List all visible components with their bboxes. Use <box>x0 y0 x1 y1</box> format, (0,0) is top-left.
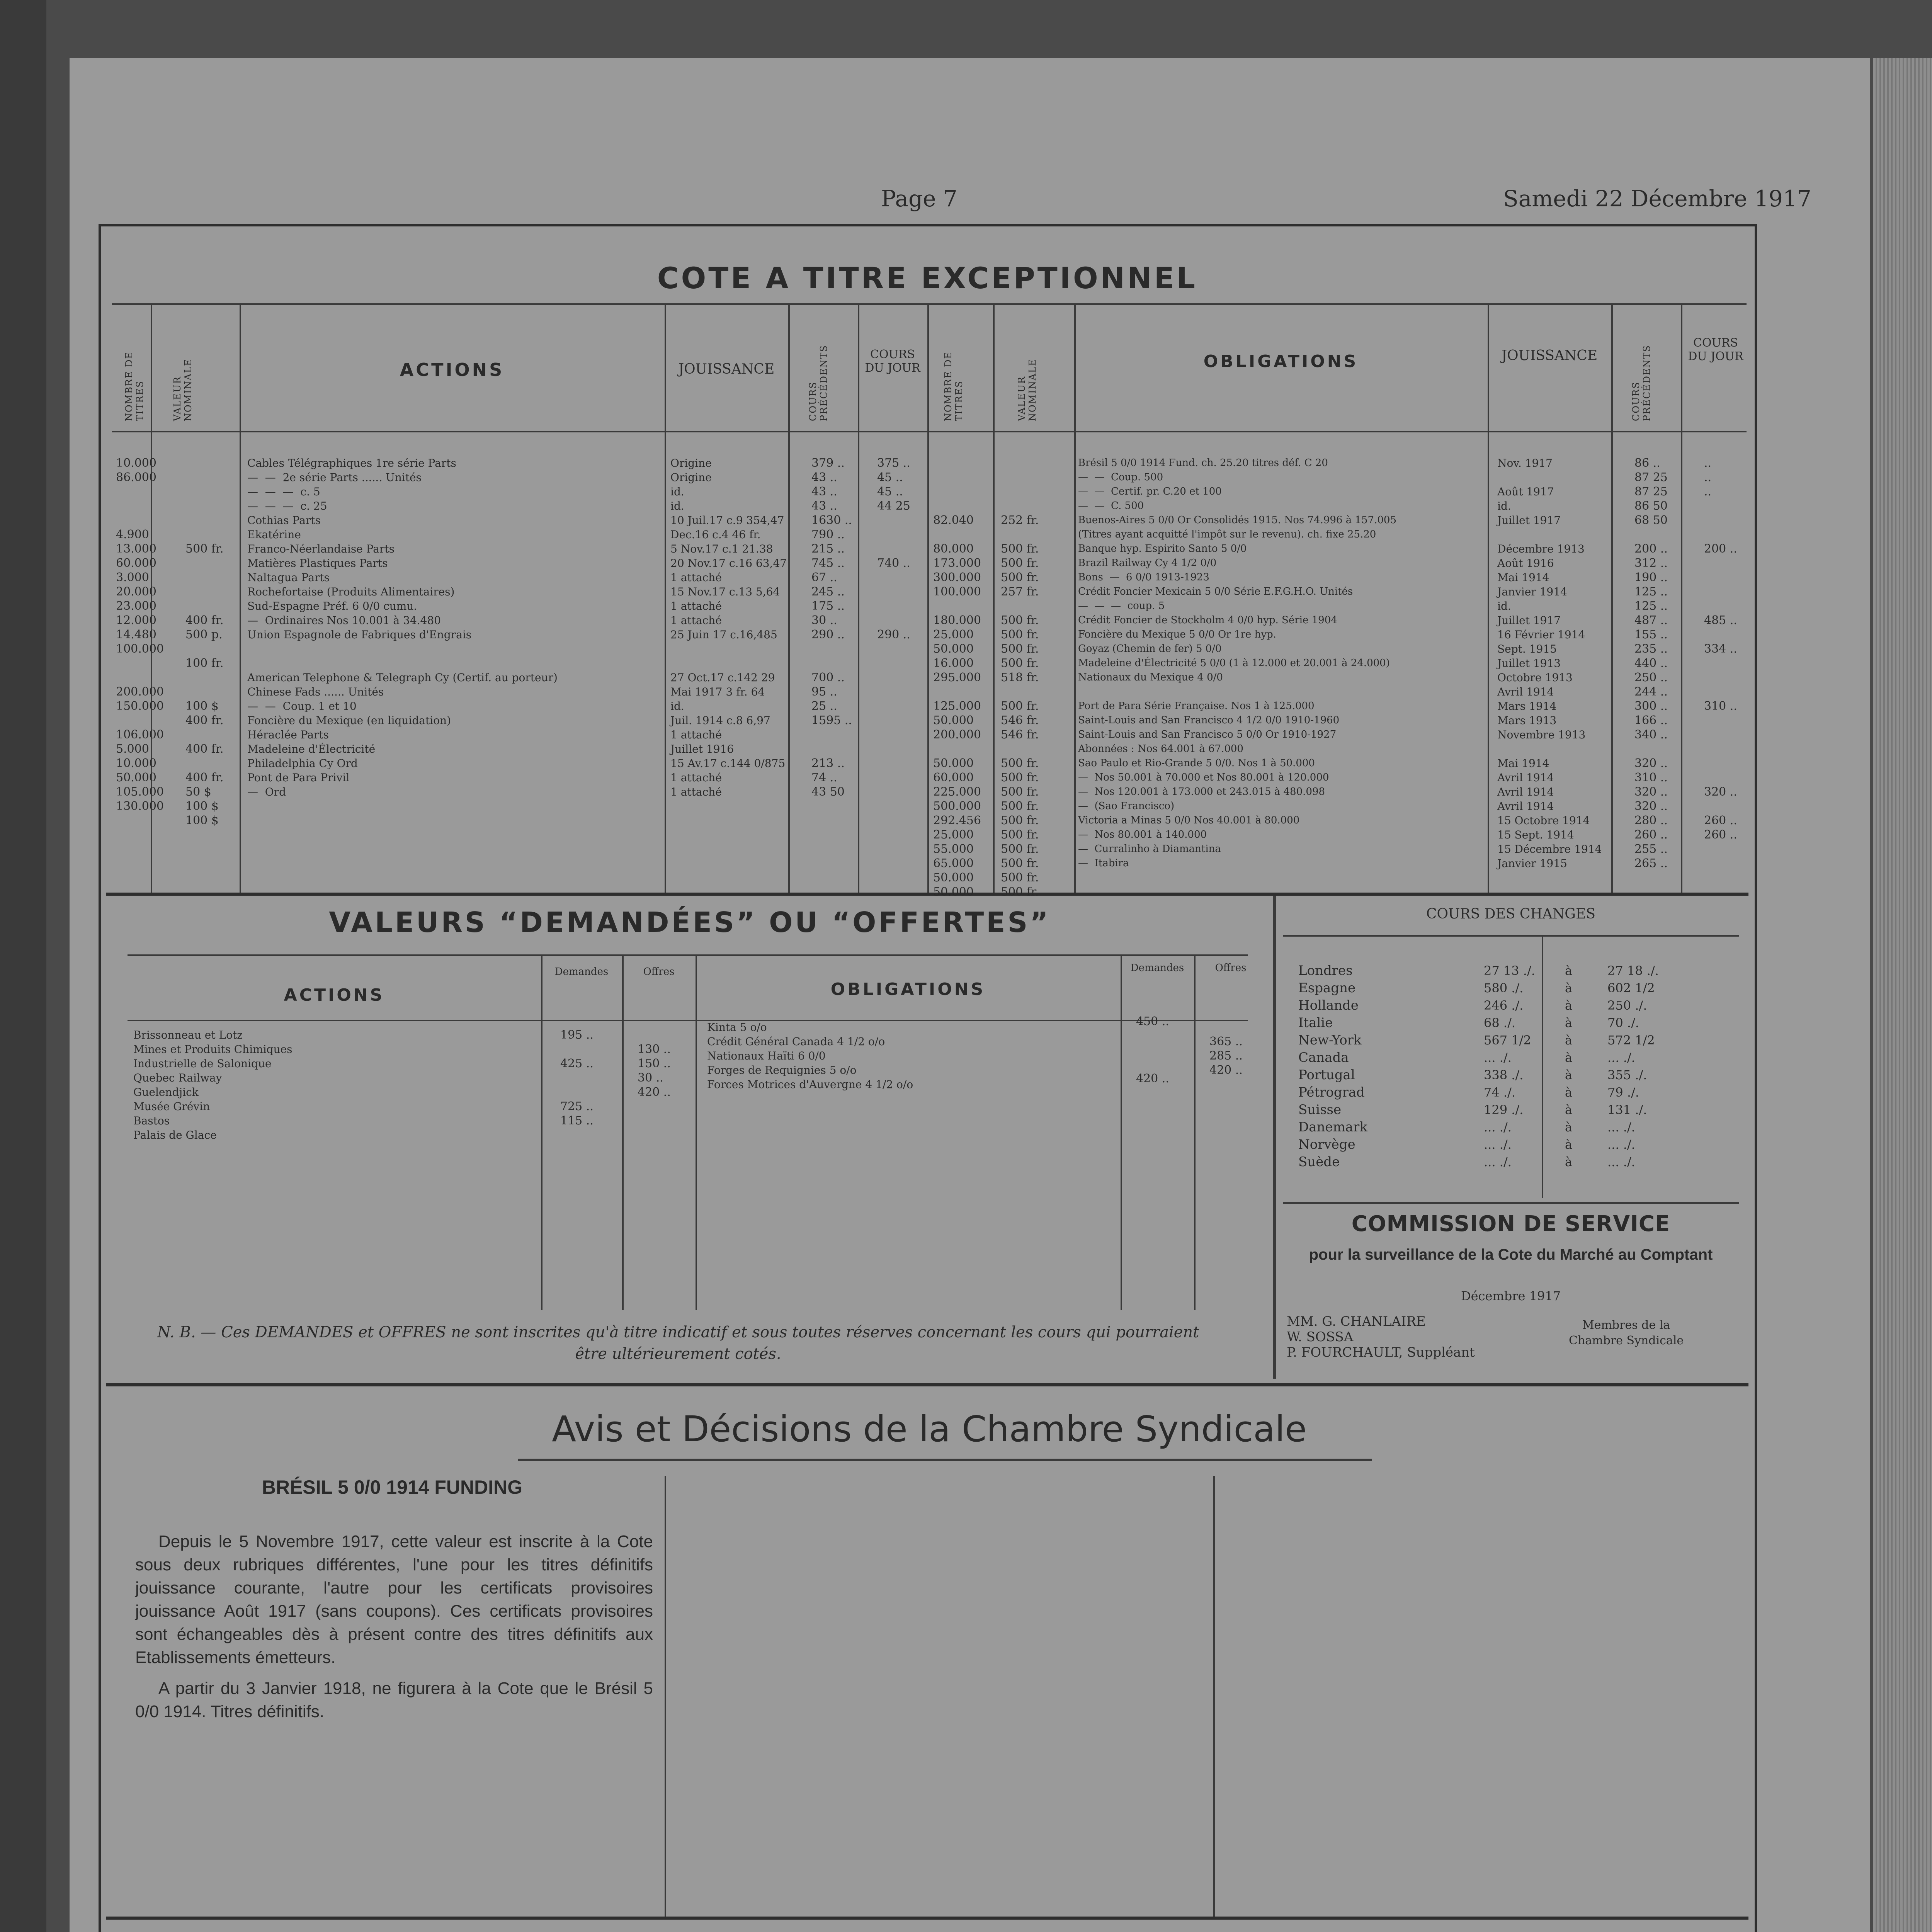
changes-rule <box>1283 935 1739 937</box>
commission-subtitle: pour la surveillance de la Cote du Marché au Comptant <box>1309 1246 1713 1263</box>
col-sep <box>1121 954 1122 1310</box>
valeurs-actions-names: Brissonneau et Lotz Mines et Produits Chimiques Industrielle de Salonique Quebec Railway Guelendjick Musée Grévin Bastos Palais de Glace <box>133 1029 293 1141</box>
article-paragraph-2: A partir du 3 Janvier 1918, ne figurera à la Cote que le Brésil 5 0/0 1914. Titres définitifs. <box>135 1679 653 1721</box>
header-nombre-titres: NOMBRE DE TITRES <box>124 351 145 421</box>
col-sep <box>1213 1476 1215 1917</box>
changes-from-rates: 27 13 ./. 580 ./. 246 ./. 68 ./. 567 1/2 ... ./. 338 ./. 74 ./. 129 ./. ... ./. ... ./. ... ./. <box>1484 963 1535 1169</box>
header-cours-jour-obl: COURS DU JOUR <box>1688 336 1743 363</box>
valeurs-title: VALEURS “DEMANDÉES” OU “OFFERTES” <box>329 906 1051 939</box>
valeurs-sub-rule <box>128 1020 1248 1021</box>
col-sep <box>622 954 624 1310</box>
article-title: BRÉSIL 5 0/0 1914 FUNDING <box>262 1476 523 1498</box>
valeurs-obl-demandes-header: Demandes <box>1130 962 1184 974</box>
header-cours-precedents: COURS PRÉCÉDENTS <box>808 345 829 421</box>
valeurs-offres-header: Offres <box>643 966 675 978</box>
obligations-names-column: Brésil 5 0/0 1914 Fund. ch. 25.20 titres déf. C 20 — — Coup. 500 — — Certif. pr. C.20 et 100 — — C. 500 Buenos-Aires 5 0/0 Or Consolidés 1915. Nos 74.996 à 157.005 (Titres ayant acquitté l'impôt sur le revenu). ch. fixe 25.20 Banque hyp. Espirito Santo 5 0/0 Brazil Railway Cy 4 1/2 0/0 Bons — 6 0/0 1913-1923 Crédit Foncier Mexicain 5 0/0 Série E.F.G.H.O. Unités — — — coup. 5 Crédit Foncier de Stockholm 4 0/0 hyp. Série 1904 Foncière du Mexique 5 0/0 Or 1re hyp. Goyaz (Chemin de fer) 5 0/0 Madeleine d'Électricité 5 0/0 (1 à 12.000 et 20.001 à 24.000) Nationaux du Mexique 4 0/0 Port de Para Série Française. Nos 1 à 125.000 Saint-Louis and San Francisco 4 1/2 0/0 1910-1960 Saint-Louis and San Francisco 5 0/0 Or 1910-1927 Abonnées : Nos 64.001 à 67.000 Sao Paulo et Rio-Grande 5 0/0. Nos 1 à 50.000 — Nos 50.001 à 70.000 et Nos 80.001 à 120.000 — Nos 120.001 à 173.000 et 243.015 à 480.098 — (Sao Francisco) Victoria a Minas 5 0/0 Nos 40.001 à 80.000 — Nos 80.001 à 140.000 — Curralinho à Diamantina — Itabira <box>1078 457 1396 869</box>
valeurs-actions-offres: 130 .. 150 .. 30 .. 420 .. <box>638 1043 671 1099</box>
actions-cours-prec-column: 379 .. 43 .. 43 .. 43 .. 1630 .. 790 .. 215 .. 745 .. 67 .. 245 .. 175 .. 30 .. 290 .. 700 .. 95 .. 25 .. 1595 .. 213 .. 74 .. 43 50 <box>811 456 852 799</box>
obligations-cours-prec-column: 86 .. 87 25 87 25 86 50 68 50 200 .. 312 .. 190 .. 125 .. 125 .. 487 .. 155 .. 235 .. 440 .. 250 .. 244 .. 300 .. 166 .. 340 .. 320 .. 310 .. 320 .. 320 .. 280 .. 260 .. 255 .. 265 .. <box>1634 456 1668 870</box>
page-number: Page 7 <box>881 185 957 212</box>
commission-members: MM. G. CHANLAIRE W. SOSSA P. FOURCHAULT, Suppléant <box>1287 1314 1475 1360</box>
col-sep <box>1488 303 1489 893</box>
changes-title: COURS DES CHANGES <box>1426 906 1595 922</box>
avis-decisions-top-rule <box>106 1383 1748 1386</box>
commission-title: COMMISSION DE SERVICE <box>1351 1211 1670 1236</box>
valeurs-obligations-demandes: 450 .. 420 .. <box>1136 1015 1169 1085</box>
col-sep <box>1194 954 1196 1310</box>
valeurs-demandes-header: Demandes <box>554 966 609 978</box>
article-paragraph-1: Depuis le 5 Novembre 1917, cette valeur est inscrite à la Cote sous deux rubriques différentes, l'une pour les titres définitifs jouissance courante, l'autre pour les certificats provisoires jouissance Août 1917 (sans coupons). Ces certificats provisoires sont échangeables dès à présent contre des titres définitifs aux Etablissements émetteurs. <box>135 1532 653 1667</box>
col-sep <box>665 1476 666 1917</box>
obligations-nombre-column: 82.040 80.000 173.000 300.000 100.000 180.000 25.000 50.000 16.000 295.000 125.000 50.000 200.000 50.000 60.000 225.000 500.000 292.456 25.000 55.000 65.000 50.000 50.000 <box>933 514 981 899</box>
obligations-valeur-column: 252 fr. 500 fr. 500 fr. 500 fr. 257 fr. 500 fr. 500 fr. 500 fr. 500 fr. 518 fr. 500 fr. 546 fr. 546 fr. 500 fr. 500 fr. 500 fr. 500 fr. 500 fr. 500 fr. 500 fr. 500 fr. 500 fr. 500 fr. <box>1001 514 1039 899</box>
col-sep <box>240 303 241 893</box>
changes-separators: à à à à à à à à à à à à <box>1565 963 1573 1169</box>
col-sep <box>1542 935 1543 1198</box>
col-sep <box>1611 303 1613 893</box>
cote-header-bottom-rule <box>112 431 1747 432</box>
actions-valeur-column: 500 fr. 400 fr. 500 p. 100 fr. 100 $ 400 fr. 400 fr. 400 fr. 50 $ 100 $ 100 $ <box>185 542 224 827</box>
actions-cours-jour-column: 375 .. 45 .. 45 .. 44 25 740 .. 290 .. <box>877 456 910 641</box>
changes-bottom-rule <box>1283 1202 1739 1204</box>
header-jouissance: JOUISSANCE <box>678 361 775 377</box>
coupons-top-rule <box>106 1917 1748 1920</box>
col-sep <box>858 303 859 893</box>
avis-decisions-title: Avis et Décisions de la Chambre Syndicale <box>552 1408 1307 1450</box>
valeurs-actions-demandes: 195 .. 425 .. 725 .. 115 .. <box>560 1028 594 1128</box>
header-valeur-nominale: VALEUR NOMINALE <box>172 358 194 421</box>
cote-header-top-rule <box>112 303 1747 305</box>
header-nombre-titres-obl: NOMBRE DE TITRES <box>943 351 964 421</box>
book-spine <box>0 0 46 1932</box>
actions-names-column: Cables Télégraphiques 1re série Parts — — 2e série Parts ...... Unités — — — c. 5 — — — c. 25 Cothias Parts Ekatérine Franco-Néerlandaise Parts Matières Plastiques Parts Naltagua Parts Rochefortaise (Produits Alimentaires) Sud-Espagne Préf. 6 0/0 cumu. — Ordinaires Nos 10.001 à 34.480 Union Espagnole de Fabriques d'Engrais American Telephone & Telegraph Cy (Certif. au porteur) Chinese Fads ...... Unités — — Coup. 1 et 10 Foncière du Mexique (en liquidation) Héraclée Parts Madeleine d'Électricité Philadelphia Cy Ord Pont de Para Privil — Ord <box>247 457 558 798</box>
issue-date: Samedi 22 Décembre 1917 <box>1503 185 1811 212</box>
header-jouissance-obl: JOUISSANCE <box>1501 348 1598 364</box>
valeurs-actions-header: ACTIONS <box>284 985 385 1005</box>
header-cours-precedents-obl: COURS PRÉCÉDENTS <box>1631 345 1652 421</box>
commission-role: Membres de la Chambre Syndicale <box>1569 1318 1684 1347</box>
col-sep <box>927 303 929 893</box>
valeurs-header-rule <box>128 954 1248 956</box>
col-sep <box>665 303 666 893</box>
valeurs-obl-offres-header: Offres <box>1215 962 1247 974</box>
valeurs-obligations-names: Kinta 5 o/o Crédit Général Canada 4 1/2 o/o Nationaux Haïti 6 0/0 Forges de Requignies 5 o/o Forces Motrices d'Auvergne 4 1/2 o/o <box>707 1021 913 1091</box>
col-sep <box>993 303 995 893</box>
col-sep <box>1074 303 1076 893</box>
commission-month: Décembre 1917 <box>1461 1289 1561 1303</box>
obligations-cours-jour-column: .. .. .. 200 .. 485 .. 334 .. 310 .. 320 .. 260 .. 260 .. <box>1704 456 1737 842</box>
page-stack-edge <box>1873 58 1932 1932</box>
valeurs-note: N. B. — Ces DEMANDES et OFFRES ne sont inscrites qu'à titre indicatif et sous toutes réserves concernant les cours qui pourraient être ultérieurement cotés. <box>157 1323 1199 1363</box>
valeurs-obligations-header: OBLIGATIONS <box>830 980 986 999</box>
header-cours-jour: COURS DU JOUR <box>865 348 920 375</box>
col-sep <box>541 954 543 1310</box>
valeurs-changes-divider <box>1273 896 1276 1379</box>
header-valeur-nominale-obl: VALEUR NOMINALE <box>1016 358 1038 421</box>
valeurs-obligations-offres: 365 .. 285 .. 420 .. <box>1209 1035 1243 1077</box>
obligations-jouissance-column: Nov. 1917 Août 1917 id. Juillet 1917 Décembre 1913 Août 1916 Mai 1914 Janvier 1914 id. Juillet 1917 16 Février 1914 Sept. 1915 Juillet 1913 Octobre 1913 Avril 1914 Mars 1914 Mars 1913 Novembre 1913 Mai 1914 Avril 1914 Avril 1914 Avril 1914 15 Octobre 1914 15 Sept. 1914 15 Décembre 1914 Janvier 1915 <box>1497 457 1602 870</box>
cote-bottom-rule <box>106 893 1748 896</box>
col-sep <box>788 303 790 893</box>
col-sep <box>696 954 697 1310</box>
header-actions: ACTIONS <box>400 359 505 380</box>
actions-jouissance-column: Origine Origine id. id. 10 Juil.17 c.9 354,47 Dec.16 c.4 46 fr. 5 Nov.17 c.1 21.38 20 Nov.17 c.16 63,47 1 attaché 15 Nov.17 c.13 5,64 1 attaché 1 attaché 25 Juin 17 c.16,485 27 Oct.17 c.142 29 Mai 1917 3 fr. 64 id. Juil. 1914 c.8 6,97 1 attaché Juillet 1916 15 Av.17 c.144 0/875 1 attaché 1 attaché <box>670 457 787 798</box>
changes-countries: Londres Espagne Hollande Italie New-York Canada Portugal Pétrograd Suisse Danemark Norvège Suède <box>1298 963 1367 1170</box>
col-sep <box>1681 303 1682 893</box>
actions-nombre-column: 10.000 86.000 4.900 13.000 60.000 3.000 20.000 23.000 12.000 14.480 100.000 200.000 150.000 106.000 5.000 10.000 50.000 105.000 130.000 <box>116 456 164 813</box>
header-obligations: OBLIGATIONS <box>1203 352 1359 371</box>
avis-decisions-title-underline <box>518 1459 1372 1461</box>
cote-title: COTE A TITRE EXCEPTIONNEL <box>657 261 1198 295</box>
changes-to-rates: 27 18 ./. 602 1/2 250 ./. 70 ./. 572 1/2 ... ./. 355 ./. 79 ./. 131 ./. ... ./. ... ./. ... ./. <box>1607 963 1659 1169</box>
